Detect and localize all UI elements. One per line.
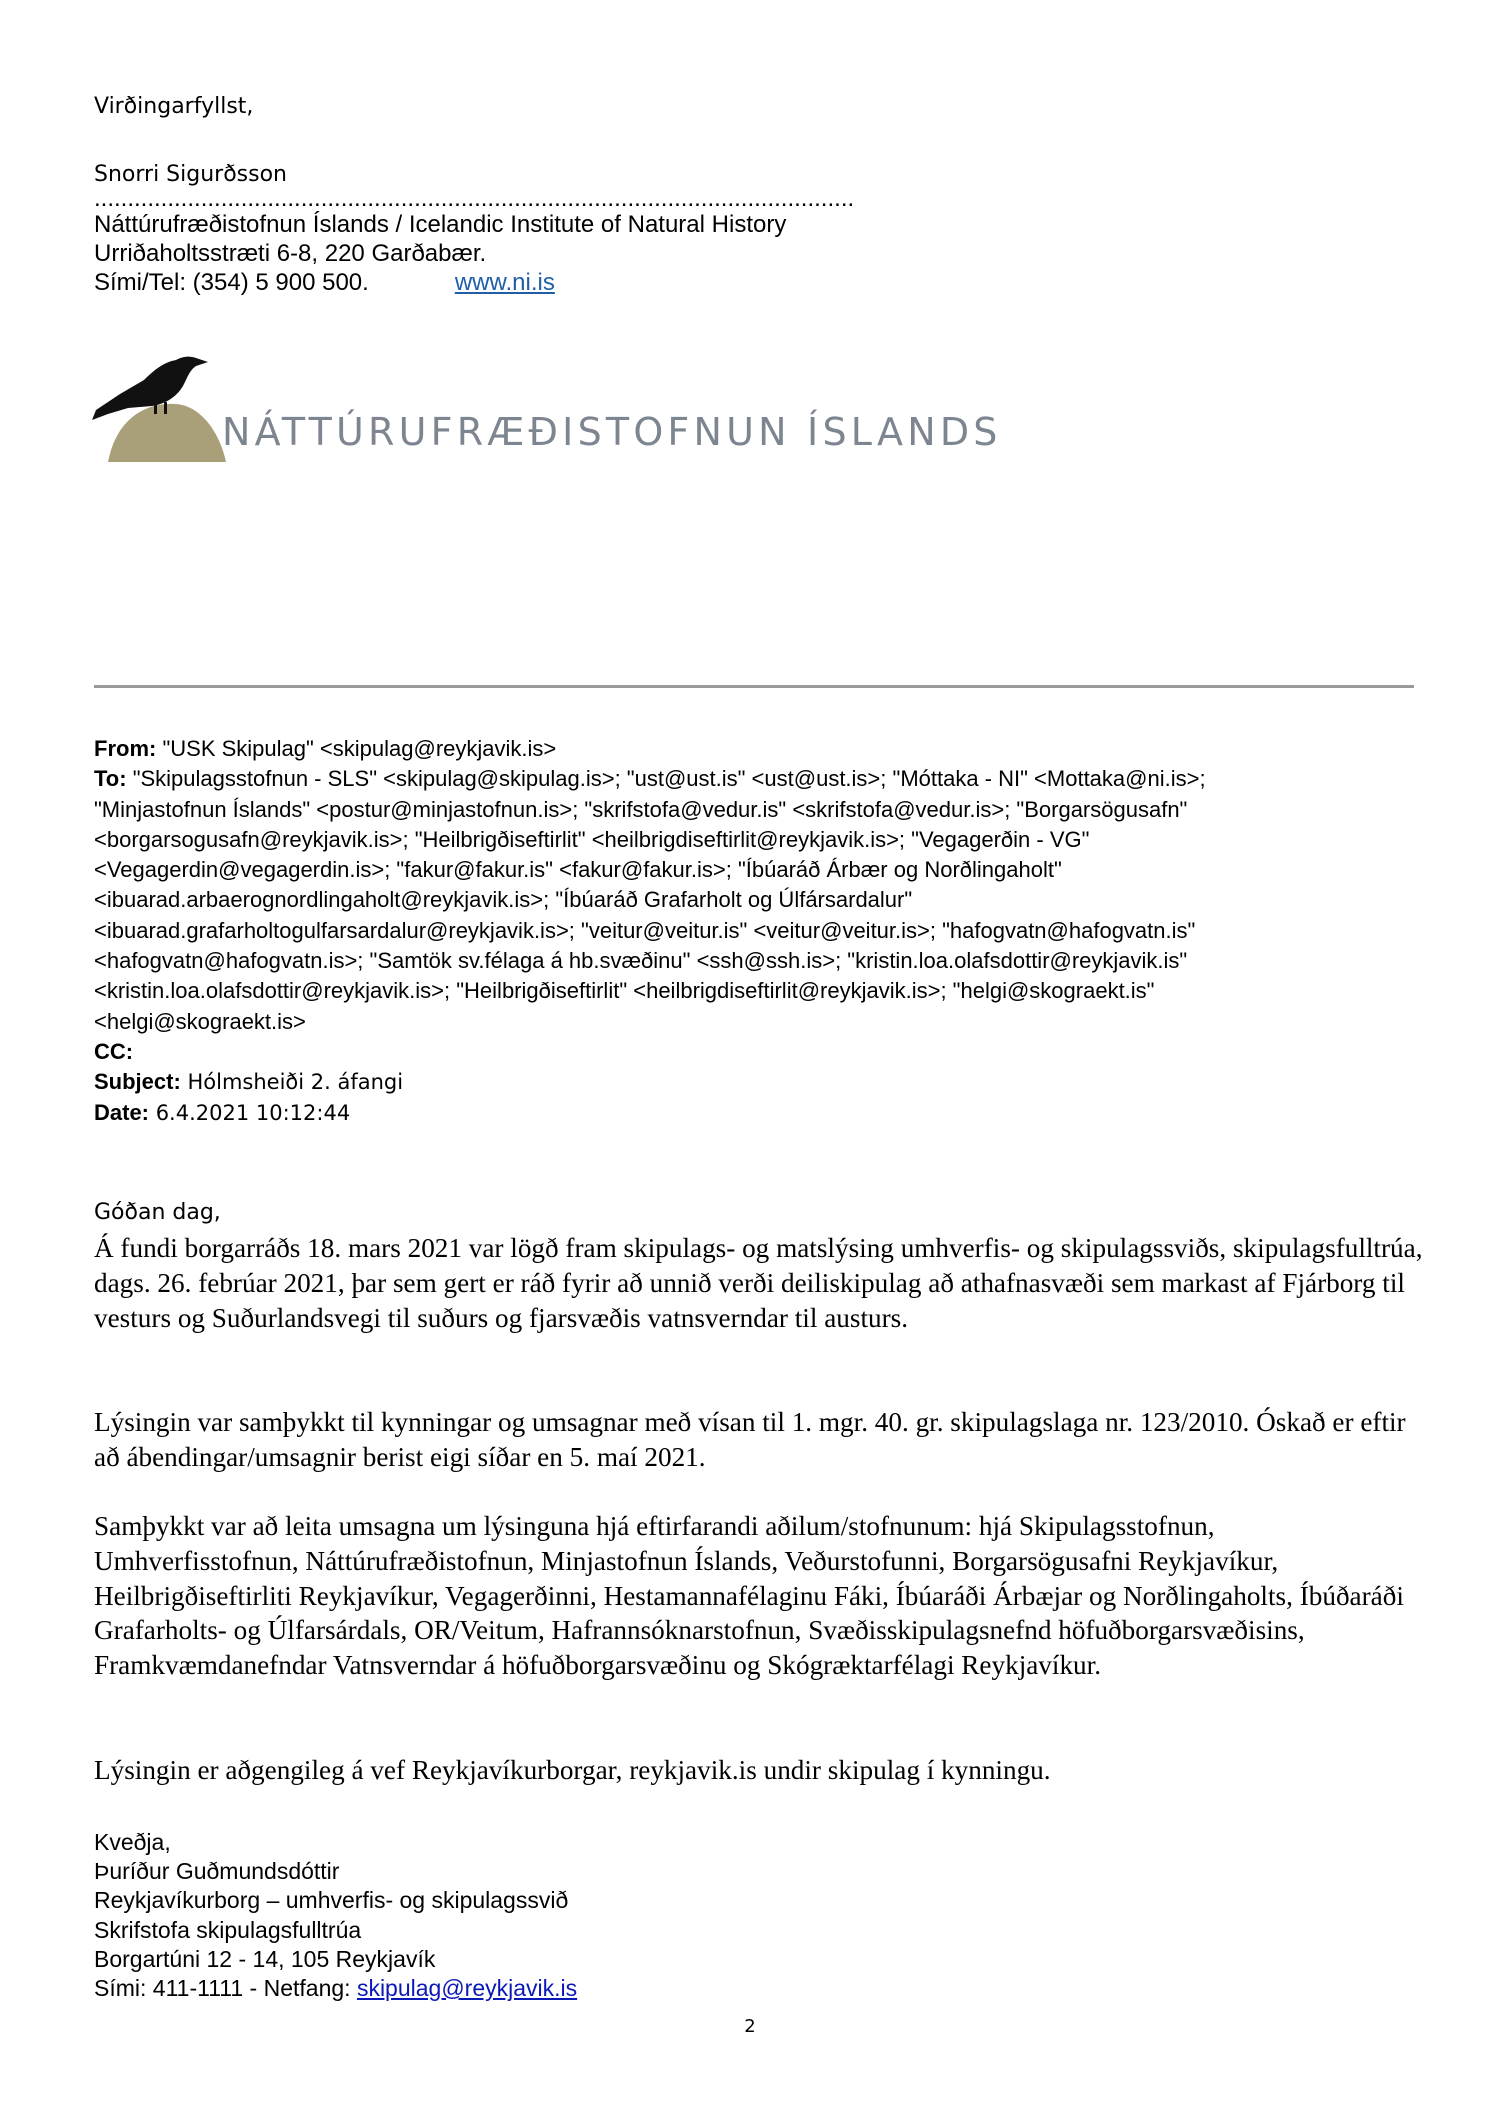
to-line: <borgarsogusafn@reykjavik.is>; "Heilbrigðiseftirlit" <heilbrigdiseftirlit@reykjavik.is>; "Vegagerðin - VG": [94, 826, 1090, 852]
from-row: [94, 734, 1424, 764]
contact-prefix: Sími: 411-1111 - Netfang:: [94, 1975, 357, 2002]
body-paragraph: Samþykkt var að leita umsagna um lýsinguna hjá eftirfarandi aðilum/stofnunum: hjá Skipulagsstofnun, Umhverfisstofnun, Náttúrufræðistofnun, Minjastofnun Íslands, Veðurstofunni, Borgarsögusafni Reykjavíkur, Heilbrigðiseftirliti Reykjavíkur, Vegagerðinni, Hestamannafélaginu Fáki, Íbúaráði Árbæjar og Norðlingaholts, Íbúðaráði Grafarholts- og Úlfarsárdals, OR/Veitum, Hafrannsóknarstofnun, Svæðisskipulagsnefnd höfuðborgarsvæðisins, Framkvæmdanefndar Vatnsverndar á höfuðborgarsvæðinu og Skógræktarfélagi Reykjavíkur.: [94, 1511, 1404, 1681]
email-link[interactable]: skipulag@reykjavik.is: [356, 1975, 578, 2002]
date-value: 6.4.2021 10:12:44: [149, 1100, 351, 1125]
to-line: "Skipulagsstofnun - SLS" <skipulag@skipulag.is>; "ust@ust.is" <ust@ust.is>; "Móttaka - NI" <Mottaka@ni.is>;: [126, 766, 1206, 792]
to-row: [94, 764, 1424, 794]
closing-block: [94, 1828, 577, 2003]
horizontal-divider: [94, 685, 1414, 688]
body-paragraph: Lýsingin er aðgengileg á vef Reykjavíkurborgar, reykjavik.is undir skipulag í kynningu.: [94, 1755, 1051, 1785]
to-label: To:: [94, 766, 127, 792]
email-headers: [94, 734, 1424, 1128]
to-line: <ibuarad.grafarholtogulfarsardalur@reykjavik.is>; "veitur@veitur.is" <veitur@veitur.is>; "hafogvatn@hafogvatn.is": [94, 917, 1196, 943]
date-label: Date:: [94, 1099, 150, 1125]
sender-name: Þuríður Guðmundsdóttir: [94, 1858, 340, 1885]
body-paragraph: Á fundi borgarráðs 18. mars 2021 var lögð fram skipulags- og matslýsing umhverfis- og skipulagssviðs, skipulagsfulltrúa, dags. 26. febrúar 2021, þar sem gert er ráð fyrir að unnið verði deiliskipulag að athafnasvæði sem markast af Fjárborg til vesturs og Suðurlandsvegi til suðurs og fjarsvæðis vatnsverndar til austurs.: [94, 1233, 1423, 1333]
to-line: "Minjastofnun Íslands" <postur@minjastofnun.is>; "skrifstofa@vedur.is" <skrifstofa@vedur.is>; "Borgarsögusafn": [94, 796, 1188, 822]
from-label: From:: [94, 736, 157, 761]
salutation: Virðingarfyllst,: [94, 94, 254, 119]
institution-phone: Sími/Tel: (354) 5 900 500.: [94, 269, 369, 296]
date-row: [94, 1098, 1424, 1128]
to-line: <helgi@skograekt.is>: [94, 1008, 306, 1034]
body-paragraph: Lýsingin var samþykkt til kynningar og umsagnar með vísan til 1. mgr. 40. gr. skipulagslaga nr. 123/2010. Óskað er eftir að ábendingar/umsagnir berist eigi síðar en 5. maí 2021.: [94, 1407, 1406, 1472]
subject-label: Subject:: [94, 1069, 181, 1095]
signer-name: Snorri Sigurðsson: [94, 162, 287, 187]
cc-row: [94, 1037, 1424, 1067]
page-number: 2: [744, 2016, 756, 2037]
sign-off: Kveðja,: [94, 1829, 171, 1855]
to-line: <ibuarad.arbaerognordlingaholt@reykjavik.is>; "Íbúaráð Grafarholt og Úlfársardalur": [94, 887, 913, 913]
signature-block: [94, 92, 994, 297]
subject-value: Hólmsheiði 2. áfangi: [180, 1070, 404, 1095]
dotted-separator: ..................................................................................................................: [94, 190, 855, 210]
subject-row: [94, 1067, 1424, 1097]
to-line: <Vegagerdin@vegagerdin.is>; "fakur@fakur.is" <fakur@fakur.is>; "Íbúaráð Árbær og Norðlingaholt": [94, 857, 1062, 883]
institution-phone-row: [94, 268, 994, 297]
institution-name: Náttúrufræðistofnun Íslands / Icelandic Institute of Natural History: [94, 211, 787, 238]
to-line: <kristin.loa.olafsdottir@reykjavik.is>; "Heilbrigðiseftirlit" <heilbrigdiseftirlit@reykjavik.is>; "helgi@skograekt.is": [94, 978, 1155, 1004]
greeting: Góðan dag,: [94, 1200, 221, 1225]
sender-office: Skrifstofa skipulagsfulltrúa: [94, 1916, 362, 1943]
institution-address: Urriðaholtsstræti 6-8, 220 Garðabær.: [94, 240, 487, 267]
sender-address: Borgartúni 12 - 14, 105 Reykjavík: [94, 1945, 436, 1972]
logo-wordmark: NÁTTÚRUFRÆÐISTOFNUN ÍSLANDS: [222, 410, 1002, 454]
from-value: "USK Skipulag" <skipulag@reykjavik.is>: [162, 736, 557, 761]
sender-org: Reykjavíkurborg – umhverfis- og skipulagssvið: [94, 1887, 569, 1914]
cc-label: CC:: [94, 1038, 134, 1064]
to-line: <hafogvatn@hafogvatn.is>; "Samtök sv.félaga á hb.svæðinu" <ssh@ssh.is>; "kristin.loa.olafsdottir@reykjavik.is": [94, 948, 1188, 974]
sender-contact: [94, 1974, 577, 2003]
website-link[interactable]: www.ni.is: [454, 269, 555, 296]
